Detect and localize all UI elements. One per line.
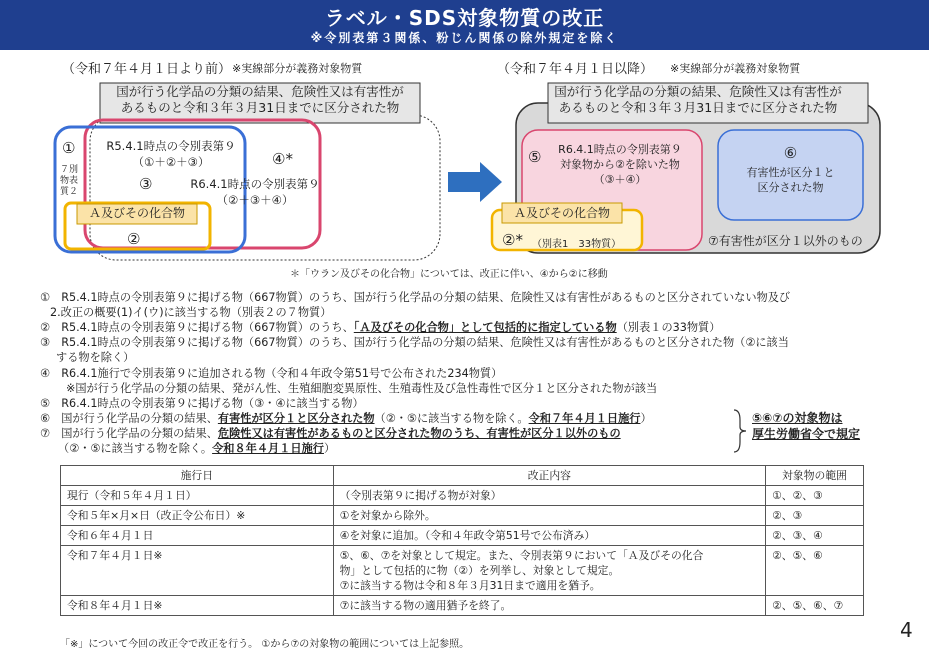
cell-date: 令和６年４月１日 xyxy=(61,526,334,546)
circle-2-star-label: ②* xyxy=(502,231,523,249)
cell-content: （令別表第９に掲げる物が対象） xyxy=(333,486,765,506)
schedule-table xyxy=(60,465,864,616)
table-header-row xyxy=(61,466,864,486)
header-scope: 対象物の範囲 xyxy=(766,466,864,486)
left-heading-note: ※実線部分が義務対象物質 xyxy=(232,62,363,75)
circle-2-label: ② xyxy=(127,230,141,248)
c5-text: R6.4.1時点の令別表第９ 対象物から②を除いた物 （③＋④） xyxy=(558,143,682,186)
page-number: 4 xyxy=(900,618,913,642)
cell-date: 令和８年４月１日※ xyxy=(61,596,334,616)
cell-content: ①を対象から除外。 xyxy=(333,506,765,526)
cell-scope: ①、②、③ xyxy=(766,486,864,506)
circle-2-note: （別表1 33物質） xyxy=(532,239,622,250)
circle-1-label: ① xyxy=(62,139,76,157)
cell-content: ⑦に該当する物の適用猶予を終了。 xyxy=(333,596,765,616)
left-national-box-text: 国が行う化学品の分類の結果、危険性又は有害性が あるものと令和３年３月31日までに区分された物 xyxy=(116,84,404,115)
table-row xyxy=(61,486,864,506)
cell-scope: ②、⑤、⑥ xyxy=(766,546,864,596)
left-a-compound-label: Ａ及びその化合物 xyxy=(88,206,185,220)
note-line: ② R5.4.1時点の令別表第９に掲げる物（667物質）のうち、「Ａ及びその化合物」として包括的に指定している物（別表１の33物質） xyxy=(40,321,721,334)
cell-scope: ②、③、④ xyxy=(766,526,864,546)
header-content: 改正内容 xyxy=(333,466,765,486)
note-line: する物を除く） xyxy=(56,351,135,364)
note-line: ③ R5.4.1時点の令別表第９に掲げる物（667物質）のうち、国が行う化学品の分類の結果、危険性又は有害性があるものと区分された物（②に該当 xyxy=(40,336,789,349)
note-line: （②・⑤に該当する物を除く。令和８年４月１日施行） xyxy=(58,442,336,455)
circle-1-side-text: ７別 物表 質２ xyxy=(60,165,79,197)
uranium-note: ＊「ウラン及びその化合物」については、改正に伴い、④から②に移動 xyxy=(290,269,608,280)
table-row xyxy=(61,506,864,526)
note-line: ④ R6.4.1施行で令別表第９に追加される物（令和４年政令第51号で公布された234物質） xyxy=(40,367,503,380)
cell-date: 令和７年４月１日※ xyxy=(61,546,334,596)
bracket-note: ⑤⑥⑦の対象物は 厚生労働省令で規定 xyxy=(752,411,861,441)
circle-4-label: ④* xyxy=(272,150,293,168)
note-line: ① R5.4.1時点の令別表第９に掲げる物（667物質）のうち、国が行う化学品の分類の結果、危険性又は有害性があるものと区分されていない物及び xyxy=(40,291,791,304)
right-heading: （令和７年４月１日以降） xyxy=(497,62,654,77)
note-line: ※国が行う化学品の分類の結果、発がん性、生殖細胞変異原性、生殖毒性及び急性毒性で区分１と区分された物が該当 xyxy=(66,382,658,395)
bracket-icon xyxy=(732,408,748,454)
cell-date: 令和５年×月×日（改正令公布日）※ xyxy=(61,506,334,526)
left-heading: （令和７年４月１日より前） xyxy=(62,62,232,77)
circle-5-label: ⑤ xyxy=(528,148,542,166)
note-line: ⑥ 国が行う化学品の分類の結果、有害性が区分１と区分された物（②・⑤に該当する物を除く。令和７年４月１日施行） xyxy=(40,412,652,425)
cell-content: ⑤、⑥、⑦を対象として規定。また、令別表第９において「Ａ及びその化合 物」として包括的に物（②）を列挙し、対象として規定。 ⑦に該当する物は令和８年３月31日まで適用を猶予。 xyxy=(333,546,765,596)
circle-3-label: ③ xyxy=(139,175,153,193)
note-line: ⑦ 国が行う化学品の分類の結果、危険性又は有害性があるものと区分された物のうち、有害性が区分１以外のもの xyxy=(40,427,621,440)
note-line: ⑤ R6.4.1時点の令別表第９に掲げる物（③・④に該当する物） xyxy=(40,397,364,410)
r5-label: R5.4.1時点の令別表第９ （①＋②＋③） xyxy=(106,139,236,169)
circle-7-label: ⑦有害性が区分１以外のもの xyxy=(708,234,863,248)
table-row xyxy=(61,596,864,616)
cell-date: 現行（令和５年４月１日） xyxy=(61,486,334,506)
right-national-box-text: 国が行う化学品の分類の結果、危険性又は有害性が あるものと令和３年３月31日までに区分された物 xyxy=(554,84,842,115)
cell-scope: ②、③ xyxy=(766,506,864,526)
table-row xyxy=(61,546,864,596)
cell-scope: ②、⑤、⑥、⑦ xyxy=(766,596,864,616)
cell-content: ④を対象に追加。（令和４年政令第51号で公布済み） xyxy=(333,526,765,546)
table-row xyxy=(61,526,864,546)
right-a-compound-label: Ａ及びその化合物 xyxy=(513,206,610,220)
right-heading-note: ※実線部分が義務対象物質 xyxy=(670,62,801,75)
title-banner xyxy=(0,0,929,50)
r6-label: R6.4.1時点の令別表第９ （②＋③＋④） xyxy=(190,177,320,207)
header-date: 施行日 xyxy=(61,466,334,486)
footnote: 「※」について今回の改正令で改正を行う。 ①から⑦の対象物の範囲については上記参照。 xyxy=(60,639,470,650)
page-title: ラベル・SDS対象物質の改正 xyxy=(324,6,605,30)
note-line: 2.改正の概要(1)イ(ウ)に該当する物（別表２の７物質） xyxy=(50,306,332,319)
c6-text: 有害性が区分１と 区分された物 xyxy=(746,166,835,194)
circle-6-label: ⑥ xyxy=(783,144,798,162)
page-subtitle: ※令別表第３関係、粉じん関係の除外規定を除く xyxy=(310,31,619,45)
